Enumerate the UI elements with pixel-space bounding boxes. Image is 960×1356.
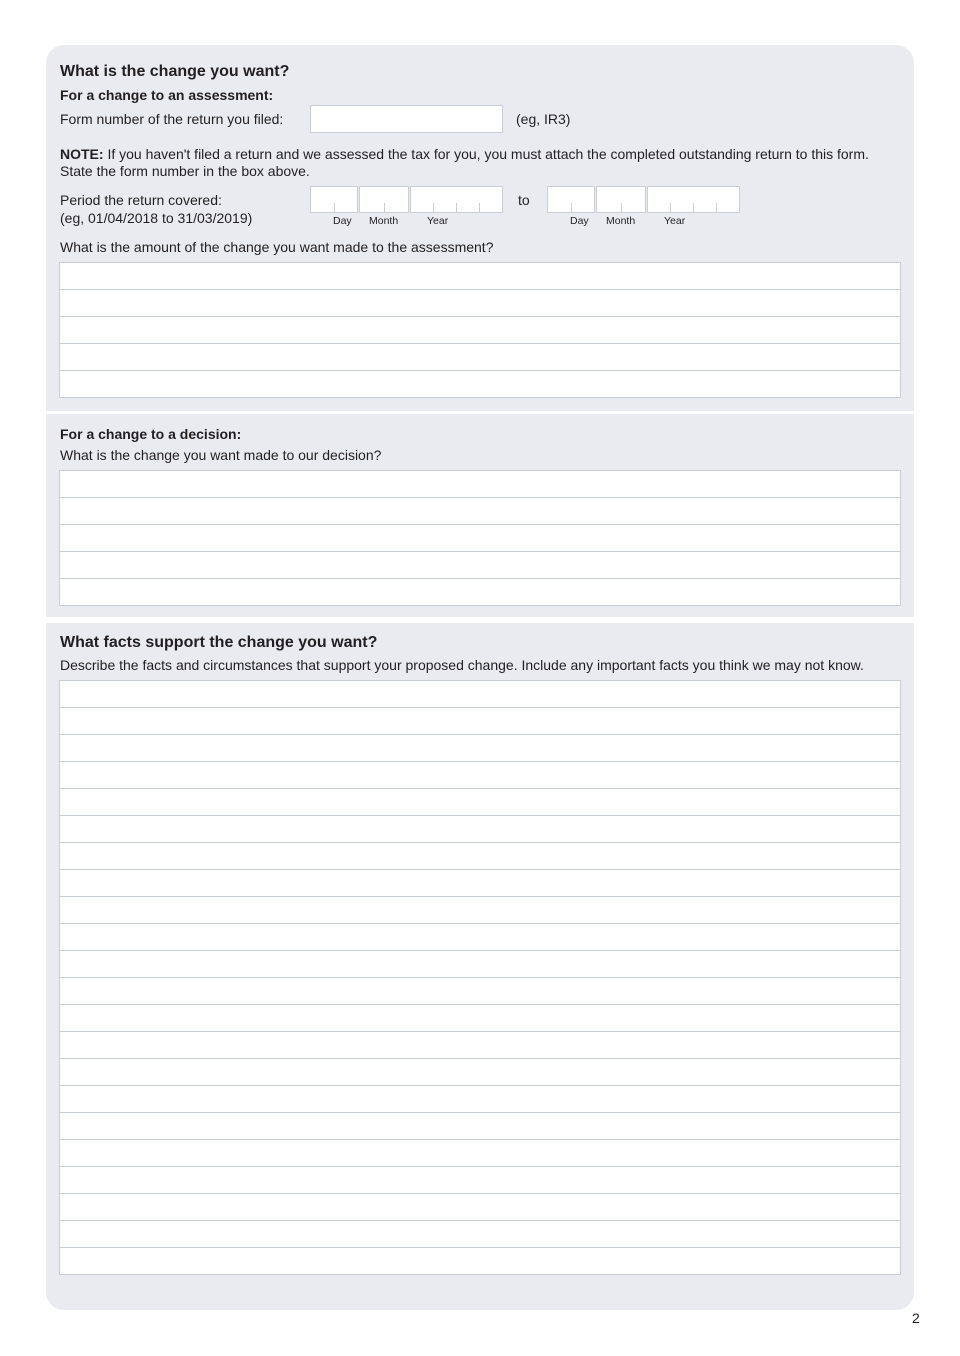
note-label: NOTE: <box>60 146 104 162</box>
answer-line[interactable] <box>60 789 900 816</box>
answer-line[interactable] <box>60 1059 900 1086</box>
answer-line[interactable] <box>60 897 900 924</box>
answer-line[interactable] <box>60 708 900 735</box>
period-to-year-input[interactable] <box>647 186 740 213</box>
period-from-month-input[interactable] <box>359 186 409 213</box>
answer-line[interactable] <box>60 1140 900 1167</box>
from-day-caption: Day <box>333 215 352 227</box>
answer-line[interactable] <box>60 681 900 708</box>
assessment-subheading: For a change to an assessment: <box>60 87 274 103</box>
answer-line[interactable] <box>60 762 900 789</box>
facts-description: Describe the facts and circumstances that support your proposed change. Include any important facts you think we may not know. <box>60 657 864 673</box>
amount-answer-area[interactable] <box>59 262 901 398</box>
period-from-day-input[interactable] <box>310 186 358 213</box>
period-to-day-input[interactable] <box>547 186 595 213</box>
answer-line[interactable] <box>60 471 900 498</box>
assessment-heading: What is the change you want? <box>60 63 290 80</box>
answer-line[interactable] <box>60 290 900 317</box>
answer-line[interactable] <box>60 870 900 897</box>
period-label: Period the return covered: <box>60 192 222 208</box>
answer-line[interactable] <box>60 816 900 843</box>
answer-line[interactable] <box>60 263 900 290</box>
answer-line[interactable] <box>60 552 900 579</box>
answer-line[interactable] <box>60 951 900 978</box>
answer-line[interactable] <box>60 371 900 397</box>
answer-line[interactable] <box>60 1194 900 1221</box>
answer-line[interactable] <box>60 344 900 371</box>
to-label: to <box>518 192 530 208</box>
facts-heading: What facts support the change you want? <box>60 634 378 651</box>
answer-line[interactable] <box>60 1167 900 1194</box>
answer-line[interactable] <box>60 498 900 525</box>
decision-subheading: For a change to a decision: <box>60 426 242 442</box>
answer-line[interactable] <box>60 843 900 870</box>
answer-line[interactable] <box>60 735 900 762</box>
period-from-year-input[interactable] <box>410 186 503 213</box>
form-number-label: Form number of the return you filed: <box>60 111 284 127</box>
period-example: (eg, 01/04/2018 to 31/03/2019) <box>60 210 253 226</box>
answer-line[interactable] <box>60 1032 900 1059</box>
amount-question: What is the amount of the change you want made to the assessment? <box>60 239 494 255</box>
decision-question: What is the change you want made to our decision? <box>60 447 382 463</box>
note-text: If you haven't filed a return and we assessed the tax for you, you must attach the completed outstanding return to this form. <box>103 146 869 162</box>
from-month-caption: Month <box>369 215 399 227</box>
answer-line[interactable] <box>60 1113 900 1140</box>
page-number: 2 <box>912 1310 920 1326</box>
to-month-caption: Month <box>606 215 636 227</box>
answer-line[interactable] <box>60 924 900 951</box>
to-day-caption: Day <box>570 215 589 227</box>
answer-line[interactable] <box>60 317 900 344</box>
answer-line[interactable] <box>60 1248 900 1274</box>
note-line-1 <box>60 146 869 162</box>
answer-line[interactable] <box>60 1086 900 1113</box>
answer-line[interactable] <box>60 579 900 605</box>
from-year-caption: Year <box>427 215 449 227</box>
period-to-month-input[interactable] <box>596 186 646 213</box>
answer-line[interactable] <box>60 1221 900 1248</box>
facts-answer-area[interactable] <box>59 680 901 1275</box>
form-number-example: (eg, IR3) <box>516 111 571 127</box>
form-number-input[interactable] <box>310 105 503 133</box>
note-line-2: State the form number in the box above. <box>60 163 310 179</box>
to-year-caption: Year <box>664 215 686 227</box>
answer-line[interactable] <box>60 1005 900 1032</box>
answer-line[interactable] <box>60 978 900 1005</box>
answer-line[interactable] <box>60 525 900 552</box>
decision-answer-area[interactable] <box>59 470 901 606</box>
